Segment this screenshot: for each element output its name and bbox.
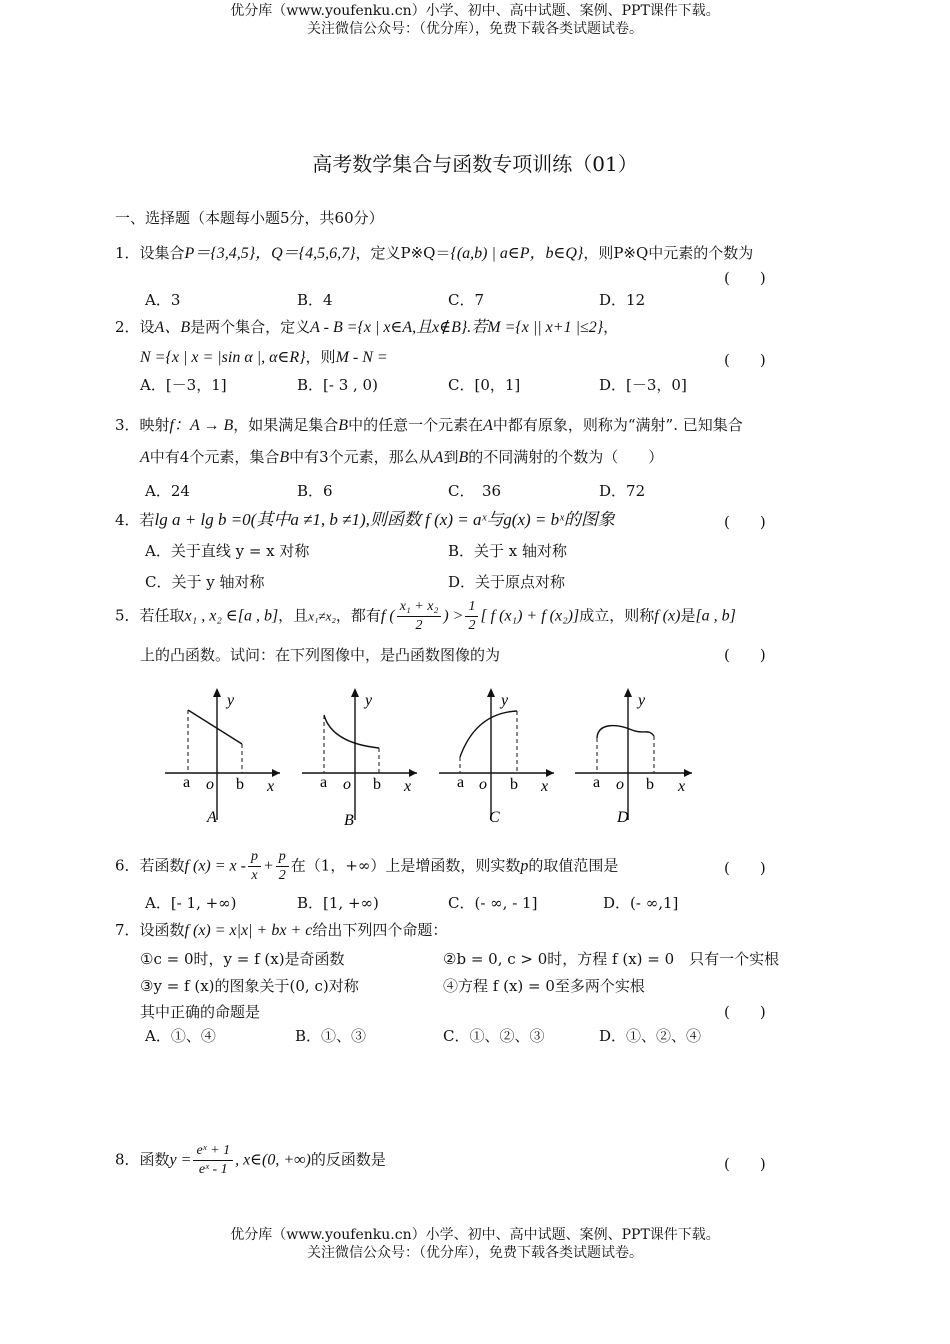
- question-7: [115, 920, 447, 941]
- q2-text-e: ，: [603, 318, 619, 336]
- q1-option-b: B．4: [297, 291, 333, 309]
- graph-b-caption: B: [344, 812, 354, 829]
- graph-d: [575, 688, 692, 826]
- footer-line-1: 优分库（www.youfenku.cn）小学、初中、高中试题、案例、PPT课件下载。: [230, 1227, 720, 1243]
- graph-a-caption: A: [207, 809, 217, 826]
- graph-b-b-label: b: [373, 776, 381, 793]
- q6-fraction-p2: [276, 848, 289, 885]
- q2-option-d: D．[－3，0]: [599, 376, 687, 394]
- q5-interval-2: [a , b]: [695, 607, 736, 625]
- q7-text-c: 给出下列四个命题：: [312, 921, 448, 939]
- graph-a-a-label: a: [183, 774, 191, 791]
- q3-set-b: B: [338, 417, 349, 434]
- q6-text-j: 的取值范围是: [528, 856, 619, 875]
- q6-text-a: 6．若函数: [115, 856, 185, 875]
- q3-option-d: D．72: [599, 482, 646, 500]
- q2-line-2: [140, 347, 388, 368]
- q6-frac2-num: p: [276, 848, 289, 867]
- q5-f-open: f (: [380, 607, 395, 625]
- q6-text-h: 在（1，+∞）上是增函数，则实数: [290, 856, 521, 875]
- q5-interval: x₁ , x₂ ∈[a , b]: [184, 607, 279, 625]
- graph-c: [439, 688, 554, 826]
- q2-option-a: A．[－3，1]: [140, 376, 227, 394]
- graph-d-o-label: o: [616, 776, 624, 793]
- q1-definition: {(a,b) | a∈P，b∈Q}: [450, 245, 584, 262]
- q6-answer-paren: ( ): [724, 859, 766, 877]
- page-title: 高考数学集合与函数专项训练（01）: [312, 152, 638, 176]
- q4-text-a: 4．若: [115, 511, 155, 529]
- graph-d-curve: [597, 726, 654, 738]
- graph-b: [302, 688, 417, 829]
- graph-a-y-label: y: [227, 692, 235, 709]
- graph-a: [165, 688, 280, 826]
- q3-text-m: 到: [443, 448, 459, 466]
- q5-fraction-half: [465, 598, 478, 635]
- q5-half-den: 2: [468, 618, 476, 633]
- graph-b-a-label: a: [320, 774, 328, 791]
- graph-c-x-label: x: [541, 778, 549, 795]
- q3-text-o: 的不同满射的个数为（ ）: [468, 448, 664, 466]
- q7-proposition-2: ②b = 0, c > 0时，方程 f (x) = 0 只有一个实根: [443, 950, 780, 968]
- q8-frac-den: eˣ - 1: [198, 1162, 228, 1177]
- graph-c-y-label: y: [501, 692, 509, 709]
- q3-text-g: 中都有原象，则称为“满射”. 已知集合: [492, 416, 743, 434]
- q2-answer-paren: ( ): [724, 351, 766, 369]
- q6-frac1-den: x: [251, 868, 258, 883]
- question-6: [115, 848, 618, 885]
- q5-gt: ) >: [443, 607, 464, 625]
- q2-option-c: C．[0，1]: [448, 376, 521, 394]
- q8-frac-num: eˣ + 1: [193, 1142, 233, 1161]
- q5-text-c: ，且: [278, 606, 309, 625]
- q7-proposition-4: ④方程 f (x) = 0至多两个实根: [443, 977, 645, 995]
- q4-option-d: D．关于原点对称: [448, 573, 566, 591]
- q8-y: y =: [169, 1151, 192, 1169]
- q2-set-n: N ={x | x = |sin α |, α∈R}: [140, 349, 306, 366]
- q5-line-2: 上的凸函数。试问：在下列图像中，是凸函数图像的为: [140, 646, 501, 664]
- q3-text-e: 中的任意一个元素在: [348, 416, 484, 434]
- question-4: [115, 510, 615, 530]
- q3-text-i: 中有4个元素，集合: [149, 448, 280, 466]
- q7-proposition-1: ①c = 0时，y = f (x)是奇函数: [140, 950, 345, 968]
- q6-fraction-px: [248, 848, 261, 885]
- q6-option-d: D．(- ∞,1]: [603, 894, 679, 912]
- q6-function: f (x) = x -: [184, 857, 246, 875]
- q6-p: p: [520, 857, 529, 875]
- q5-average: [ f (x₁) + f (x₂)]: [480, 607, 580, 625]
- q6-option-b: B．[1, +∞): [297, 894, 379, 912]
- question-5: [115, 598, 736, 635]
- q8-text-f: 的反函数是: [310, 1150, 386, 1169]
- q2-expression: M - N =: [335, 349, 388, 366]
- q5-answer-paren: ( ): [724, 646, 766, 664]
- convex-function-graphs: [160, 680, 705, 830]
- q3-option-a: A．24: [145, 482, 190, 500]
- q3-set-b-3: B: [458, 449, 469, 466]
- q6-option-a: A．[- 1, +∞): [145, 894, 237, 912]
- q5-half-num: 1: [465, 598, 478, 617]
- graph-b-curve: [324, 715, 379, 748]
- graph-a-x-label: x: [267, 778, 275, 795]
- q5-condition: x₁≠x₂: [308, 608, 336, 624]
- q7-function: f (x) = x|x| + bx + c: [184, 922, 313, 939]
- graph-c-a-label: a: [457, 774, 465, 791]
- q3-set-b-2: B: [279, 449, 290, 466]
- q2-option-b: B．[- 3 , 0): [297, 376, 378, 394]
- q2-definition: A - B ={x | x∈A,且x∉B}.若M ={x || x+1 |≤2}: [310, 319, 604, 336]
- q2-text-c: 是两个集合，定义: [190, 318, 311, 336]
- q4-option-a: A．关于直线 y = x 对称: [145, 542, 310, 560]
- graph-b-y-label: y: [365, 692, 373, 709]
- q4-option-c: C．关于 y 轴对称: [145, 573, 265, 591]
- graph-b-x-label: x: [404, 778, 412, 795]
- question-8: [115, 1142, 386, 1179]
- q7-answer-paren: ( ): [724, 1003, 766, 1021]
- q5-frac-num: x₁ + x₂: [397, 598, 442, 617]
- q3-text-k: 中有3个元素，那么从: [289, 448, 434, 466]
- q8-answer-paren: ( ): [724, 1155, 766, 1173]
- q3-line-2: [140, 447, 663, 468]
- q6-plus: +: [262, 857, 274, 875]
- q5-fraction-mid: [397, 598, 442, 635]
- q4-option-b: B．关于 x 轴对称: [448, 542, 568, 560]
- q2-sets: A、B: [154, 319, 191, 336]
- q3-set-a: A: [483, 417, 493, 434]
- graph-c-curve: [460, 711, 517, 757]
- graph-a-b-label: b: [236, 776, 244, 793]
- q5-text-a: 5．若任取: [115, 606, 185, 625]
- q2-text-g: ，则: [305, 348, 336, 366]
- q7-option-a: A．①、④: [145, 1027, 216, 1045]
- q3-text-a: 3．映射: [115, 416, 170, 434]
- graph-c-o-label: o: [479, 776, 487, 793]
- q1-answer-paren: ( ): [724, 269, 766, 287]
- q3-mapping: f：A → B: [169, 417, 234, 434]
- q7-text-a: 7．设函数: [115, 921, 185, 939]
- q8-fraction: [193, 1142, 233, 1179]
- graph-c-b-label: b: [510, 776, 518, 793]
- header-line-2: 关注微信公众号：（优分库），免费下载各类试题试卷。: [307, 21, 643, 37]
- q5-fx: f (x): [654, 607, 681, 625]
- q1-option-d: D．12: [599, 291, 646, 309]
- q1-text-a: 1．设集合: [115, 244, 185, 262]
- q3-set-a-3: A: [433, 449, 444, 466]
- q1-option-a: A．3: [145, 291, 181, 309]
- graph-c-caption: C: [489, 809, 500, 826]
- q6-option-c: C．(- ∞, - 1]: [448, 894, 538, 912]
- q7-option-b: B．①、③: [295, 1027, 367, 1045]
- graph-d-b-label: b: [646, 776, 654, 793]
- graph-d-x-label: x: [678, 778, 686, 795]
- q4-answer-paren: ( ): [724, 513, 766, 531]
- q7-option-c: C．①、②、③: [443, 1027, 545, 1045]
- q3-option-c: C． 36: [448, 482, 502, 500]
- q3-option-b: B．6: [297, 482, 333, 500]
- graph-b-o-label: o: [343, 776, 351, 793]
- q7-option-d: D．①、②、④: [599, 1027, 702, 1045]
- question-2: [115, 317, 618, 338]
- q7-proposition-3: ③y = f (x)的图象关于(0, c)对称: [140, 977, 359, 995]
- question-1: [115, 243, 753, 264]
- graph-a-curve: [188, 710, 242, 744]
- q3-text-c: ，如果满足集合: [233, 416, 339, 434]
- graph-d-caption: D: [617, 809, 629, 826]
- graph-d-y-label: y: [638, 692, 646, 709]
- header-line-1: 优分库（www.youfenku.cn）小学、初中、高中试题、案例、PPT课件下载。: [230, 3, 720, 19]
- q5-text-e: ，都有: [335, 606, 381, 625]
- q8-domain: , x∈(0, +∞): [235, 1151, 311, 1169]
- q3-set-a-2: A: [140, 449, 150, 466]
- q2-text-a: 2．设: [115, 318, 155, 336]
- section-heading: 一、选择题（本题每小题5分，共60分）: [115, 209, 384, 227]
- q6-frac1-num: p: [248, 848, 261, 867]
- q5-frac-den: 2: [415, 618, 423, 633]
- q6-frac2-den: 2: [278, 868, 286, 883]
- q1-sets: P＝{3,4,5}，Q＝{4,5,6,7}: [184, 245, 356, 262]
- q1-text-c: ，定义P※Q＝: [355, 244, 451, 262]
- question-3: [115, 415, 743, 436]
- q5-text-o: 是: [680, 606, 696, 625]
- q4-statement: lg a + lg b =0(其中a ≠1, b ≠1),则函数 f (x) = aˣ与g(x) = bˣ的图象: [154, 510, 615, 529]
- graph-d-a-label: a: [593, 774, 601, 791]
- q1-text-e: ，则P※Q中元素的个数为: [583, 244, 754, 262]
- footer-line-2: 关注微信公众号：（优分库），免费下载各类试题试卷。: [307, 1245, 643, 1261]
- q7-question: 其中正确的命题是: [140, 1003, 261, 1021]
- q1-option-c: C．7: [448, 291, 485, 309]
- q5-text-m: 成立，则称: [579, 606, 655, 625]
- q8-text-a: 8．函数: [115, 1150, 170, 1169]
- graph-a-o-label: o: [206, 776, 214, 793]
